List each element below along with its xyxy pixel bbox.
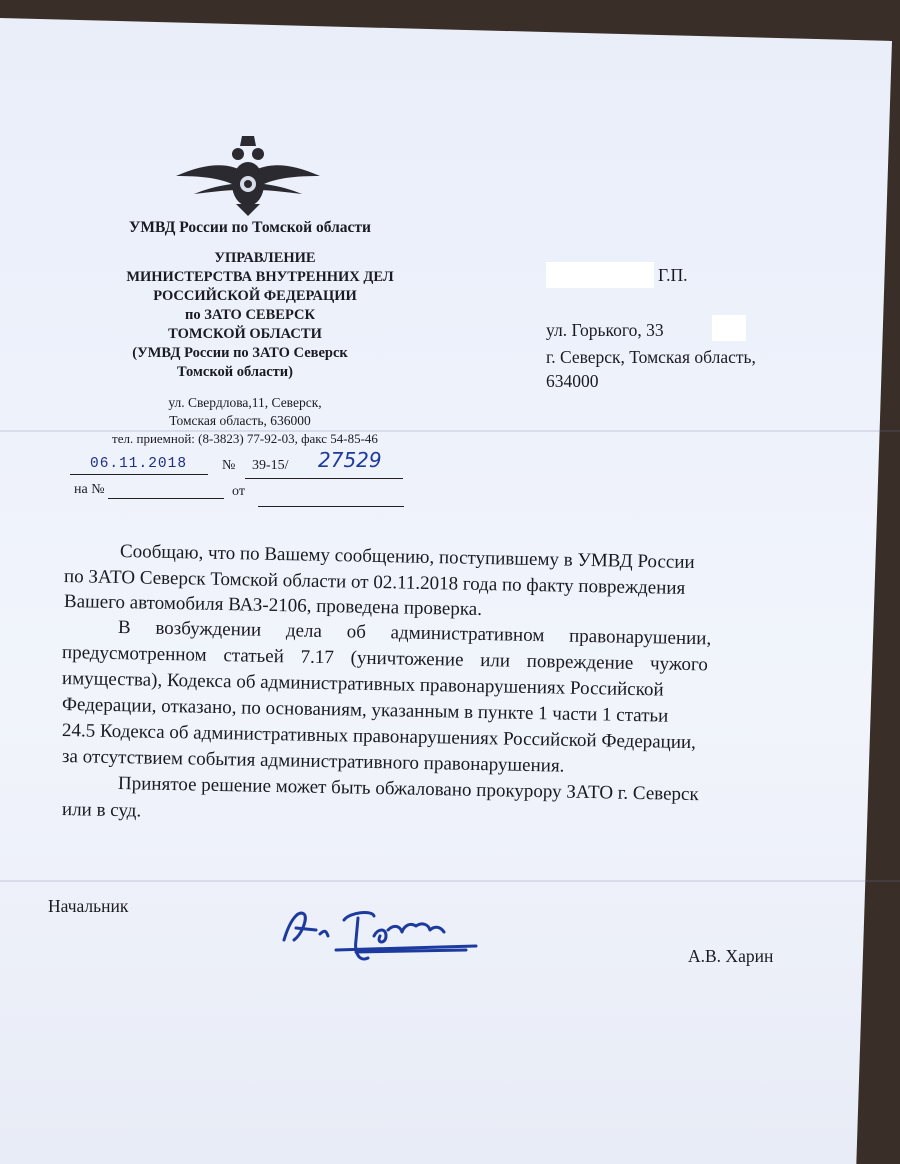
ref-underline xyxy=(108,498,224,499)
number-underline xyxy=(245,478,403,479)
recipient-postcode: 634000 xyxy=(546,371,599,391)
date-underline xyxy=(70,474,208,475)
letter-date: 06.11.2018 xyxy=(90,456,188,472)
body-line: имущества), Кодекса об административных правонарушениях Российской xyxy=(61,668,664,701)
org-short-name: УМВД России по Томской области xyxy=(129,219,371,236)
redaction-box xyxy=(546,262,654,288)
number-prefix: 39-15/ xyxy=(252,458,289,473)
eagle-emblem-icon xyxy=(172,132,324,216)
org-full-line: (УМВД России по ЗАТО Северск xyxy=(132,345,348,361)
body-line: предусмотренном статьей 7.17 (уничтожение или повреждение чужого xyxy=(61,642,709,676)
body-line: 24.5 Кодекса об административных правонарушениях Российской Федерации, xyxy=(61,720,697,754)
org-phone-line: тел. приемной: (8-3823) 77-92-03, факс 54-85-46 xyxy=(112,431,378,446)
org-full-line: РОССИЙСКОЙ ФЕДЕРАЦИИ xyxy=(153,288,357,304)
signer-title: Начальник xyxy=(48,896,129,916)
ref-from-underline xyxy=(258,506,404,507)
number-handwritten: 27529 xyxy=(318,448,382,472)
org-full-line: по ЗАТО СЕВЕРСК xyxy=(185,307,315,323)
org-full-line: ТОМСКОЙ ОБЛАСТИ xyxy=(168,326,322,342)
body-line: Федерации, отказано, по основаниям, указанным в пункте 1 части 1 статьи xyxy=(61,694,669,727)
org-full-line: УПРАВЛЕНИЕ xyxy=(214,250,316,266)
ref-label: на № xyxy=(74,482,105,497)
body-line: по ЗАТО Северск Томской области от 02.11.2018 года по факту повреждения xyxy=(63,566,686,599)
recipient-city: г. Северск, Томская область, xyxy=(546,347,756,367)
number-label: № xyxy=(222,458,236,473)
org-address-line: Томская область, 636000 xyxy=(169,413,311,428)
recipient-name: Г.П. xyxy=(658,265,688,285)
org-full-line: МИНИСТЕРСТВА ВНУТРЕННИХ ДЕЛ xyxy=(126,269,394,285)
handwritten-signature xyxy=(276,900,556,972)
org-address-line: ул. Свердлова,11, Северск, xyxy=(168,395,322,410)
body-line: Принятое решение может быть обжаловано прокурору ЗАТО г. Северск xyxy=(117,773,699,806)
body-line: Сообщаю, что по Вашему сообщению, поступившему в УМВД России xyxy=(119,541,695,574)
paper-fold xyxy=(0,880,900,882)
org-full-line: Томской области) xyxy=(177,364,293,380)
body-line: или в суд. xyxy=(61,799,142,822)
body-line: В возбуждении дела об административном правонарушении, xyxy=(117,617,712,650)
body-line: Вашего автомобиля ВАЗ-2106, проведена проверка. xyxy=(63,591,483,621)
body-line: за отсутствием события административного правонарушения. xyxy=(61,746,565,777)
redaction-box xyxy=(712,315,746,341)
signer-name: А.В. Харин xyxy=(688,946,774,966)
ref-from-label: от xyxy=(232,484,245,499)
recipient-street: ул. Горького, 33 xyxy=(546,320,664,340)
